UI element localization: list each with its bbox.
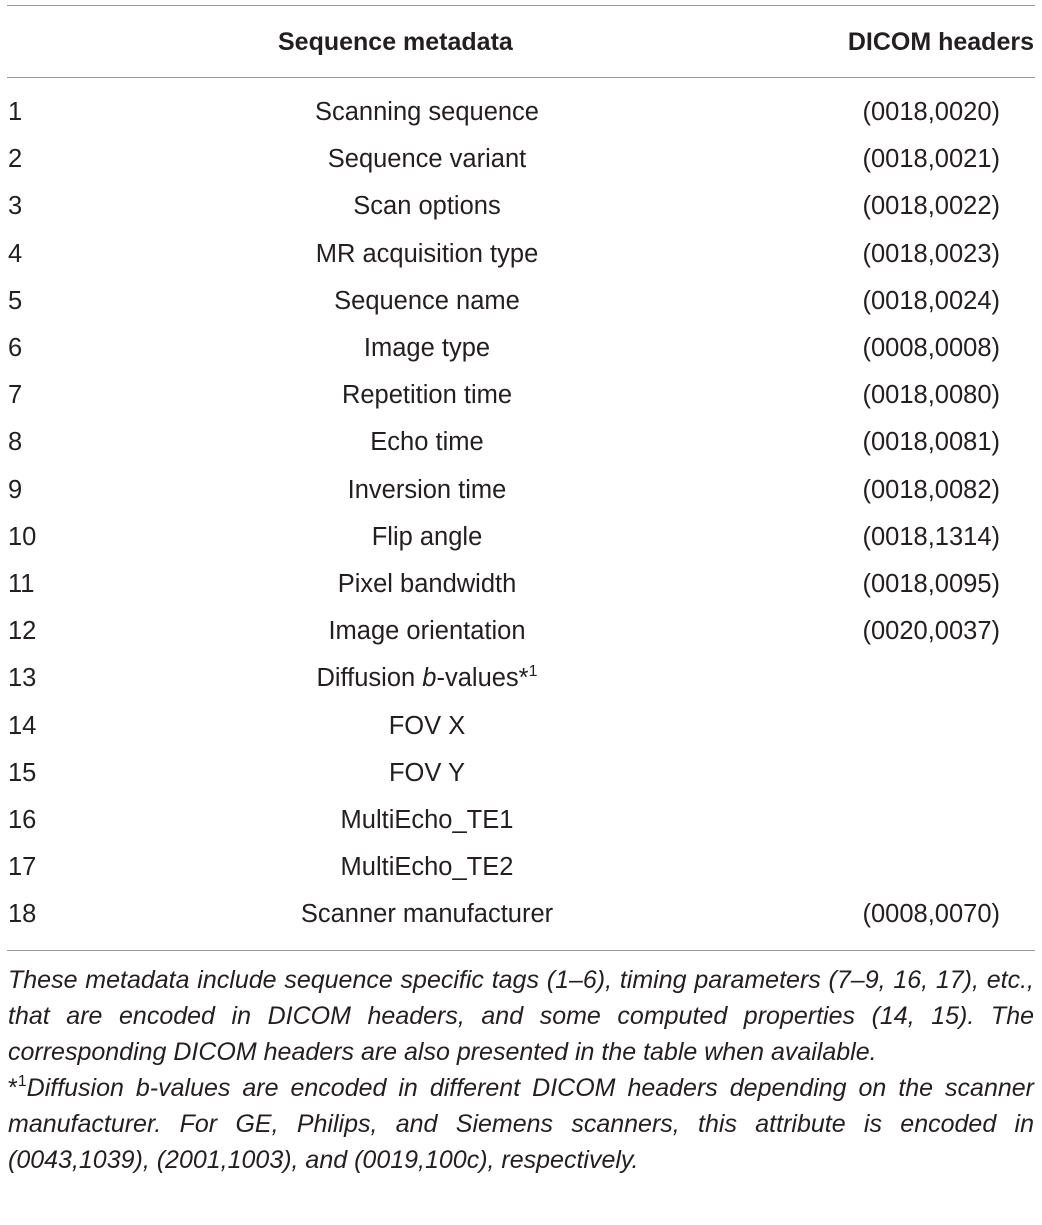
footnote-paragraph-2 (8, 1070, 1034, 1178)
row-dicom-header: (0018,1314) (862, 522, 1000, 551)
table-row (0, 569, 1042, 616)
row-number: 7 (8, 381, 23, 410)
row-sequence-metadata: Scanner manufacturer (300, 900, 554, 929)
table-header-rule (7, 77, 1035, 78)
table-header (0, 28, 1042, 58)
row-sequence-metadata: FOV Y (388, 758, 466, 787)
row-number: 9 (8, 475, 23, 504)
table-row (0, 427, 1042, 474)
row-dicom-header: (0018,0082) (862, 475, 1000, 504)
row-sequence-metadata: MultiEcho_TE1 (340, 806, 514, 834)
row-dicom-header: (0018,0024) (862, 286, 1000, 315)
row-sequence-metadata: Pixel bandwidth (337, 570, 517, 598)
row-number: 3 (8, 192, 23, 221)
table-row (0, 380, 1042, 427)
row-sequence-metadata: Echo time (370, 428, 484, 457)
row-dicom-header: (0008,0008) (862, 334, 1000, 362)
row-number: 14 (8, 711, 37, 740)
row-number: 18 (8, 900, 37, 929)
row-sequence-metadata: Scan options (353, 192, 501, 221)
row-dicom-header: (0018,0021) (862, 145, 1000, 174)
row-sequence-metadata (227, 663, 627, 693)
row-number: 5 (8, 286, 23, 315)
row-sequence-metadata: Scanning sequence (314, 98, 539, 126)
row-meta-prefix: Diffusion (316, 664, 423, 693)
row-number: 6 (8, 334, 23, 362)
footnote-text: Diffusion b-values are encoded in different DICOM headers depending on the scanner manufacturer. For GE, Philips, and Siemens scanners, this attribute is encoded in (0043,1039), (2001,1003), and (0019,100c), respectively. (8, 1074, 1034, 1174)
row-number: 4 (8, 239, 23, 268)
row-dicom-header: (0008,0070) (862, 900, 1000, 929)
header-sequence-metadata: Sequence metadata (278, 28, 513, 56)
row-sequence-metadata: Image type (363, 334, 491, 362)
table-row (0, 97, 1042, 144)
row-dicom-header: (0020,0037) (862, 617, 1000, 646)
row-number: 11 (8, 570, 35, 598)
table-row (0, 852, 1042, 899)
row-dicom-header: (0018,0023) (862, 239, 1000, 268)
footnote-marker: * (8, 1074, 18, 1102)
row-sequence-metadata: FOV X (388, 711, 466, 740)
row-number: 17 (8, 853, 37, 882)
table-row (0, 286, 1042, 333)
footnote-paragraph-1: These metadata include sequence specific tags (1–6), timing parameters (7–9, 16, 17), etc., that are encoded in DICOM headers, and some computed properties (14, 15). The corresponding DICOM headers are also presented in the table when available. (8, 966, 1034, 1066)
row-dicom-header: (0018,0022) (862, 192, 1000, 221)
table-row (0, 758, 1042, 805)
table-row (0, 144, 1042, 191)
row-meta-suffix: -values* (436, 664, 529, 693)
row-dicom-header: (0018,0020) (862, 98, 1000, 126)
row-sequence-metadata: MR acquisition type (315, 239, 539, 268)
row-sequence-metadata: MultiEcho_TE2 (340, 853, 514, 882)
row-number: 1 (8, 98, 23, 126)
table-top-rule (7, 5, 1035, 6)
row-number: 13 (8, 664, 37, 693)
table-row (0, 239, 1042, 286)
table-row (0, 333, 1042, 380)
table-row (0, 711, 1042, 758)
table-row (0, 663, 1042, 710)
row-number: 15 (8, 758, 37, 787)
row-dicom-header: (0018,0080) (862, 381, 1000, 410)
table-row (0, 191, 1042, 238)
row-number: 10 (8, 522, 37, 551)
table-row (0, 899, 1042, 946)
row-dicom-header: (0018,0081) (862, 428, 1000, 457)
row-number: 8 (8, 428, 23, 457)
row-number: 12 (8, 617, 37, 646)
row-sequence-metadata: Flip angle (371, 522, 483, 551)
table-row (0, 616, 1042, 663)
row-sequence-metadata: Repetition time (341, 381, 513, 410)
row-dicom-header: (0018,0095) (862, 570, 1000, 598)
header-dicom-headers: DICOM headers (847, 28, 1034, 56)
table-row (0, 475, 1042, 522)
row-number: 16 (8, 806, 37, 834)
footnote-marker-sup: 1 (17, 1073, 27, 1090)
row-meta-superscript: 1 (528, 663, 538, 681)
row-sequence-metadata: Image orientation (328, 617, 526, 646)
table-row (0, 805, 1042, 852)
row-meta-italic: b (422, 664, 437, 693)
row-sequence-metadata: Inversion time (347, 475, 507, 504)
row-sequence-metadata: Sequence name (334, 286, 520, 315)
row-sequence-metadata: Sequence variant (327, 145, 527, 174)
table-row (0, 522, 1042, 569)
row-number: 2 (8, 145, 23, 174)
table-bottom-rule (7, 950, 1035, 951)
table-footnote (8, 962, 1034, 1178)
